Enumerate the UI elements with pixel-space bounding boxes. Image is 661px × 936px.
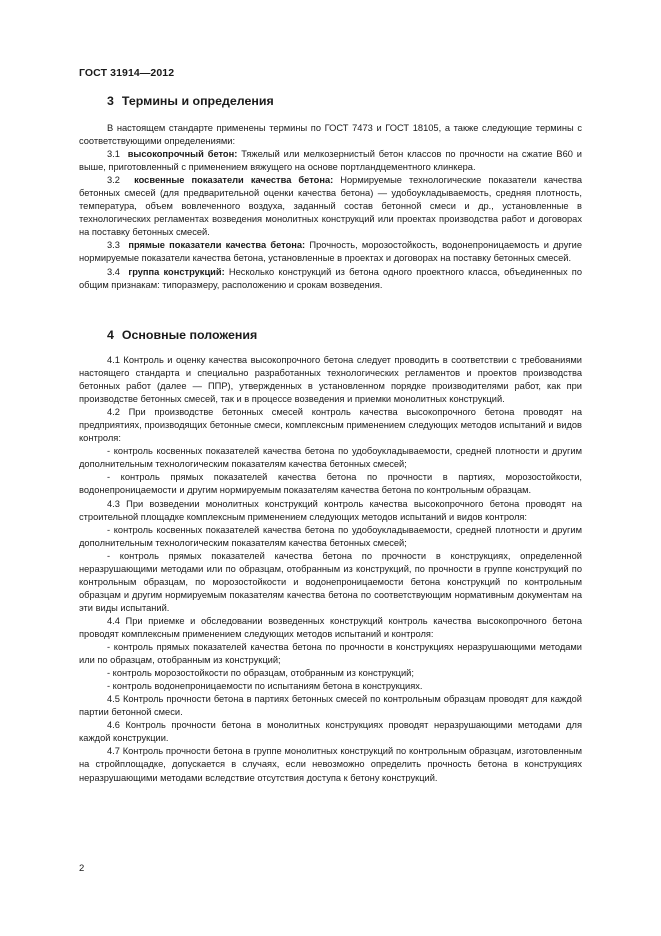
term-3-3: 3.3 прямые показатели качества бетона: Прочность, морозостойкость, водонепроницаемость и другие нормируемые показатели качества бетона, установленные в проектах и договорах на поставку бетонных смесей. (79, 240, 582, 264)
section-4-heading (107, 328, 257, 342)
paragraph-4-6: 4.6 Контроль прочности бетона в монолитных конструкциях проводят неразрушающими методами для каждой конструкции. (79, 720, 582, 744)
section-3-body (79, 122, 582, 292)
term-3-2: 3.2 косвенные показатели качества бетона: Нормируемые технологические показатели качества бетонных смесей (для предварительной оценки качества бетона) — удобоукладываемость, средняя плотность, температура, объем вовлеченного воздуха, заданный состав бетонной смеси и др., установленные в технологических регламентах возведения монолитных конструкций или проектах производства работ и договорах на поставку бетонных смесей. (79, 175, 582, 238)
paragraph-4-7: 4.7 Контроль прочности бетона в группе монолитных конструкций по контрольным образцам, изготовленным на стройплощадке, допускается в случаях, если невозможно определить прочность бетона в конструкциях неразрушающими методами вследствие отсутствия доступа к бетону конструкций. (79, 746, 582, 783)
term-3-4: 3.4 группа конструкций: Несколько конструкций из бетона одного проектного класса, объединенных по общим признакам: типоразмеру, расположению и срокам возведения. (79, 266, 582, 290)
list-item: - контроль косвенных показателей качества бетона по удобоукладываемости, средней плотности и другим дополнительным технологическим показателям качества бетонных смесей; (79, 524, 582, 548)
list-item: - контроль прямых показателей качества бетона по прочности в конструкциях, определенной неразрушающими методами или по образцам, отобранным из конструкций, по прочности в группе конструкций по контрольным образцам, по морозостойкости и водонепроницаемости бетона конструкций по контрольным образцам и другим нормируемым показателям качества бетона по соответствующим нормативным документам на эти виды испытаний. (79, 550, 582, 613)
paragraph-4-2: 4.2 При производстве бетонных смесей контроль качества высокопрочного бетона проводят на предприятиях, производящих бетонные смеси, комплексным применением следующих методов испытаний и видов контроля: (79, 407, 582, 444)
list-item: - контроль водонепроницаемости по испытаниям бетона в конструкциях. (107, 681, 423, 692)
list-item: - контроль прямых показателей качества бетона по прочности в конструкциях неразрушающими методами или по образцам, отобранным из конструкций; (79, 642, 582, 666)
paragraph-4-1: 4.1 Контроль и оценку качества высокопрочного бетона следует проводить в соответствии с требованиями настоящего стандарта и специально разработанных технологических регламентов и проектов производства бетонных работ (далее — ППР), утвержденных в установленном порядке производителями работ, как при производстве бетонных смесей, так и в процессе возведения и приемки монолитных конструкций. (79, 355, 582, 405)
list-item: - контроль косвенных показателей качества бетона по удобоукладываемости, средней плотности и другим дополнительным технологическим показателям качества бетонных смесей; (79, 446, 582, 470)
page-number: 2 (79, 863, 85, 874)
paragraph-4-5: 4.5 Контроль прочности бетона в партиях бетонных смесей по контрольным образцам проводят для каждой партии бетонной смеси. (79, 694, 582, 718)
term-3-1: 3.1 высокопрочный бетон: Тяжелый или мелкозернистый бетон классов по прочности на сжатие В60 и выше, приготовленный с применением вяжущего на основе портландцементного клинкера. (79, 149, 582, 173)
list-item: - контроль морозостойкости по образцам, отобранным из конструкций; (107, 668, 414, 679)
section-3-intro: В настоящем стандарте применены термины по ГОСТ 7473 и ГОСТ 18105, а также следующие термины с соответствующими определениями: (79, 123, 582, 147)
section-3-heading (107, 94, 274, 108)
paragraph-4-3: 4.3 При возведении монолитных конструкций контроль качества высокопрочного бетона проводят на строительной площадке комплексным применением следующих методов испытаний и видов контроля: (79, 498, 582, 522)
document-code: ГОСТ 31914—2012 (79, 67, 175, 79)
section-3-number: 3 (107, 94, 114, 108)
section-4-title: Основные положения (121, 328, 258, 342)
section-3-title: Термины и определения (121, 94, 274, 108)
section-4-body (79, 354, 582, 785)
section-4-number: 4 (107, 328, 114, 342)
paragraph-4-4: 4.4 При приемке и обследовании возведенных конструкций контроль качества высокопрочного бетона проводят комплексным применением следующих методов испытаний и контроля: (79, 615, 582, 639)
list-item: - контроль прямых показателей качества бетона по прочности в партиях, морозостойкости, водонепроницаемости и другим нормируемым показателям качества бетона по контрольным образцам. (79, 472, 582, 496)
